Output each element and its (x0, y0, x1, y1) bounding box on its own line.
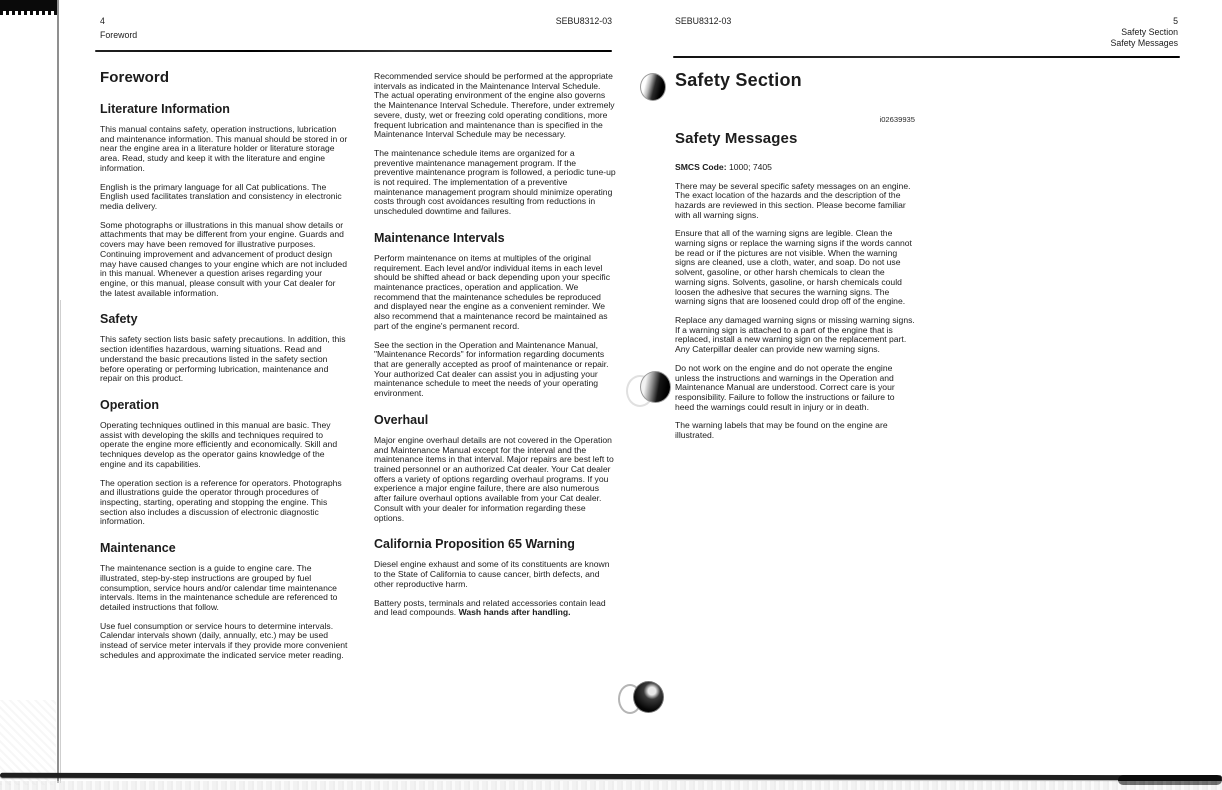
scan-artifact-bottom-speckle (0, 781, 1222, 790)
section-heading: Safety Section (675, 70, 802, 90)
left-page-section-label: Foreword (100, 30, 138, 40)
scan-artifact-bottom-edge (0, 773, 1222, 781)
foreword-column-1 (100, 70, 348, 670)
left-page-number: 4 (100, 16, 105, 26)
punch-hole-icon (640, 73, 666, 101)
paragraph: Battery posts, terminals and related accessories contain lead and lead compounds. Wash hands after handling. (374, 597, 606, 618)
punch-hole-icon (633, 681, 664, 713)
scan-artifact-binding-line (57, 0, 59, 783)
paragraph: See the section in the Operation and Maintenance Manual, "Maintenance Records" for information regarding documents that are generally accepted as proof of maintenance or repair. Your authorized Cat dealer can assist you in adjusting your maintenance schedule to meet the needs of your operating environment. (374, 339, 609, 399)
section-heading: California Proposition 65 Warning (374, 537, 575, 552)
paragraph: Diesel engine exhaust and some of its constituents are known to the State of California to cause cancer, birth defects, and other reproductive harm. (374, 559, 610, 589)
left-page-header-rule (95, 50, 612, 52)
right-page-section-line1: Safety Section (1121, 27, 1178, 37)
paragraph: SMCS Code: 1000; 7405 (675, 161, 772, 172)
paragraph: Replace any damaged warning signs or missing warning signs. If a warning sign is attached to a part of the engine that is replaced, install a new warning sign on the replacement part. Any Caterpillar dealer can provide new warning signs. (675, 314, 915, 355)
section-heading: Maintenance Intervals (374, 230, 505, 245)
safety-section-column (675, 70, 915, 450)
paragraph: The maintenance schedule items are organized for a preventive maintenance management program. If the preventive maintenance program is followed, a periodic tune-up is not required. The implementation of a preventive maintenance management program should minimize operating costs through cost avoidances resulting from reductions in unscheduled downtime and failures. (374, 147, 616, 217)
section-heading: Operation (100, 397, 160, 412)
section-heading: Overhaul (374, 412, 429, 427)
form-number: i02639935 (879, 115, 915, 125)
scan-artifact-top-bar (0, 0, 57, 11)
paragraph: The warning labels that may be found on the engine are illustrated. (675, 420, 888, 441)
section-heading: Safety (100, 312, 138, 327)
section-heading: Literature Information (100, 101, 230, 116)
paragraph: Use fuel consumption or service hours to determine intervals. Calendar intervals shown (daily, annually, etc.) may be used instead of service meter intervals if they provide more convenient schedules and approximate the indicated service meter reading. (100, 620, 348, 660)
paragraph: English is the primary language for all Cat publications. The English used facilitates translation and consistency in electronic media delivery. (100, 181, 342, 211)
paragraph: This safety section lists basic safety precautions. In addition, this section identifies hazardous, warning situations. Read and understand the basic precautions listed in the safety section before operating or performing lubrication, maintenance and repair on this product. (100, 334, 346, 384)
paragraph: There may be several specific safety messages on an engine. The exact location of the hazards and the description of the hazards are reviewed in this section. Please become familiar with all warning signs. (675, 180, 911, 220)
paragraph: Operating techniques outlined in this manual are basic. They assist with developing the skills and techniques required to operate the engine more efficiently and economically. Skill and techniques develop as the operator gains knowledge of the engine and its capabilities. (100, 420, 338, 469)
paragraph: Major engine overhaul details are not covered in the Operation and Maintenance Manual except for the interval and the maintenance items in that interval. Major repairs are best left to trained personnel or an authorized Cat dealer. Your Cat dealer offers a variety of options regarding overhaul programs. If you experience a major engine failure, there are also numerous after failure overhaul options available from your Cat dealer. Consult with your dealer for information regarding these options. (374, 434, 614, 523)
punch-hole-icon (640, 371, 671, 403)
section-heading: Foreword (100, 69, 170, 86)
paragraph: Some photographs or illustrations in this manual show details or attachments that may be different from your engine. Guards and covers may have been removed for illustrative purposes. Continuing improvement and advancement of product design may have caused changes to your engine which are not included in this manual. Whenever a question arises regarding your engine, or this manual, please consult with your Cat dealer for the latest available information. (100, 219, 347, 298)
foreword-column-2 (374, 72, 616, 627)
right-page-doc-code: SEBU8312-03 (675, 16, 732, 26)
paragraph: The operation section is a reference for operators. Photographs and illustrations guide the operator through procedures of inspecting, starting, operating and stopping the engine. This section also includes a discussion of electronic diagnostic information. (100, 477, 342, 527)
section-heading: Maintenance (100, 541, 176, 556)
scan-artifact-binding-line-faint (60, 300, 61, 783)
right-page-header-right (900, 16, 1178, 49)
left-page-doc-code: SEBU8312-03 (555, 16, 612, 26)
paragraph: Recommended service should be performed at the appropriate intervals as indicated in the Maintenance Interval Schedule. The actual operating environment of the engine also governs the Maintenance Interval Schedule. Therefore, under extremely severe, dusty, wet or freezing cold operating conditions, more frequent lubrication and maintenance than is specified in the Maintenance Interval Schedule may be necessary. (374, 71, 615, 140)
paragraph: Perform maintenance on items at multiples of the original requirement. Each level and/or individual items in each level should be shifted ahead or back depending upon your specific maintenance practices, operation and application. We recommend that the maintenance schedules be reproduced and displayed near the engine as a convenient reminder. We also recommend that a maintenance record be maintained as part of the engine's permanent record. (374, 252, 611, 331)
right-page-header-rule (673, 56, 1180, 58)
paragraph: Do not work on the engine and do not operate the engine unless the instructions and warnings in the Operation and Maintenance Manual are understood. Correct care is your responsibility. Failure to follow the instructions or failure to heed the warnings could result in injury or in death. (675, 362, 895, 412)
right-page-section-line2: Safety Messages (1110, 38, 1178, 48)
right-page-number: 5 (1173, 16, 1178, 26)
paragraph: This manual contains safety, operation instructions, lubrication and maintenance information. This manual should be stored in or near the engine area in a literature holder or literature storage area. Read, study and keep it with the literature and engine information. (100, 124, 348, 173)
section-heading: Safety Messages (675, 129, 798, 147)
paragraph: Ensure that all of the warning signs are legible. Clean the warning signs or replace the warning signs if the words cannot be read or if the pictures are not visible. When the warning signs are cleaned, use a cloth, water, and soap. Do not use solvent, gasoline, or other harsh chemicals to clean the warning signs. Solvents, gasoline, or harsh chemicals could loosen the adhesive that secures the warning signs. The warning signs that are loosened could drop off of the engine. (675, 228, 912, 307)
scan-artifact-top-bar-teeth (0, 11, 57, 15)
paragraph: The maintenance section is a guide to engine care. The illustrated, step-by-step instructions are grouped by fuel consumption, service hours and/or calendar time maintenance intervals. Items in the maintenance schedule are referenced to detailed instructions that follow. (100, 563, 338, 613)
